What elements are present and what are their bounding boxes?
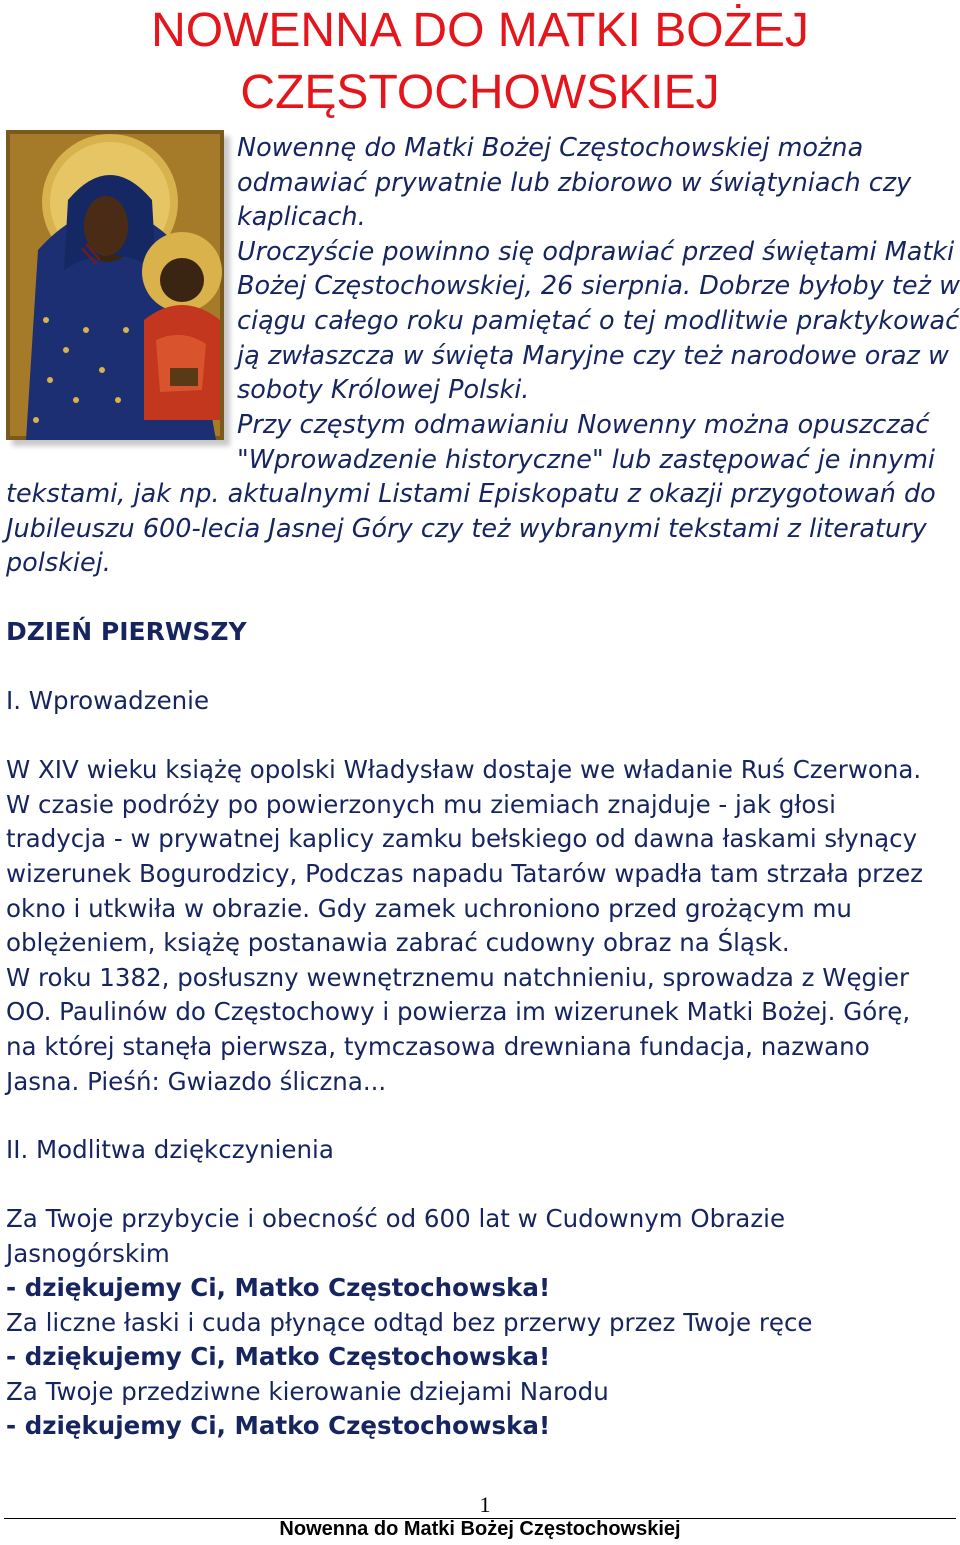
body-line: wizerunek Bogurodzicy, Podczas napadu Tatarów wpadła tam strzała przez — [6, 859, 924, 888]
intro-line: "Wprowadzenie historyczne" lub zastępować je innymi — [237, 445, 936, 475]
intro-line: odmawiać prywatnie lub zbiorowo w świątyniach czy — [237, 168, 912, 198]
body-line: W XIV wieku książę opolski Władysław dostaje we władanie Ruś Czerwona. — [6, 755, 922, 784]
intro-line: Przy częstym odmawianiu Nowenny można opuszczać — [237, 410, 930, 440]
footer-title: Nowenna do Matki Bożej Częstochowskiej — [279, 1518, 681, 1540]
body-line: OO. Paulinów do Częstochowy i powierza im wizerunek Matki Bożej. Górę, — [6, 997, 911, 1026]
prayer-response: - dziękujemy Ci, Matko Częstochowska! — [6, 1411, 551, 1440]
prayer-line: Jasnogórskim — [6, 1239, 170, 1268]
body-line: oblężeniem, książę postanawia zabrać cudowny obraz na Śląsk. — [6, 928, 790, 957]
body-line: Jasna. Pieśń: Gwiazdo śliczna... — [6, 1067, 387, 1096]
intro-line: soboty Królowej Polski. — [237, 375, 530, 405]
prayer-line: Za Twoje przedziwne kierowanie dziejami Narodu — [6, 1377, 609, 1406]
document-title-line-1: NOWENNA DO MATKI BOŻEJ — [151, 4, 809, 57]
intro-line: ją zwłaszcza w święta Maryjne czy też narodowe oraz w — [237, 341, 949, 371]
intro-line: Nowennę do Matki Bożej Częstochowskiej można — [237, 133, 864, 163]
intro-line: kaplicach. — [237, 202, 366, 232]
intro-line: Jubileuszu 600-lecia Jasnej Góry czy też wybranymi tekstami z literatury — [6, 514, 927, 544]
intro-line: ciągu całego roku pamiętać o tej modlitwie praktykować — [237, 306, 960, 336]
body-line: tradycja - w prywatnej kaplicy zamku bełskiego od dawna łaskami słynący — [6, 824, 918, 853]
section-1-heading: I. Wprowadzenie — [6, 686, 210, 715]
document-title-line-2: CZĘSTOCHOWSKIEJ — [240, 66, 720, 119]
prayer-line: Za liczne łaski i cuda płynące odtąd bez przerwy przez Twoje ręce — [6, 1308, 813, 1337]
body-line: okno i utkwiła w obrazie. Gdy zamek uchroniono przed grożącym mu — [6, 894, 852, 923]
prayer-response: - dziękujemy Ci, Matko Częstochowska! — [6, 1342, 551, 1371]
body-line: W czasie podróży po powierzonych mu ziemiach znajduje - jak głosi — [6, 790, 836, 819]
body-line: na której stanęła pierwsza, tymczasowa drewniana fundacja, nazwano — [6, 1032, 870, 1061]
section-2-heading: II. Modlitwa dziękczynienia — [6, 1135, 334, 1164]
day-heading: DZIEŃ PIERWSZY — [6, 617, 247, 646]
intro-line: polskiej. — [6, 548, 111, 578]
intro-line: Uroczyście powinno się odprawiać przed świętami Matki — [237, 237, 955, 267]
intro-line: Bożej Częstochowskiej, 26 sierpnia. Dobrze byłoby też w — [237, 271, 960, 301]
prayer-line: Za Twoje przybycie i obecność od 600 lat w Cudownym Obrazie — [6, 1204, 786, 1233]
prayer-response: - dziękujemy Ci, Matko Częstochowska! — [6, 1273, 551, 1302]
intro-line: tekstami, jak np. aktualnymi Listami Episkopatu z okazji przygotowań do — [6, 479, 936, 509]
page-number: 1 — [479, 1492, 491, 1517]
body-line: W roku 1382, posłuszny wewnętrznemu natchnieniu, sprowadza z Węgier — [6, 963, 910, 992]
icon-image — [6, 130, 224, 440]
